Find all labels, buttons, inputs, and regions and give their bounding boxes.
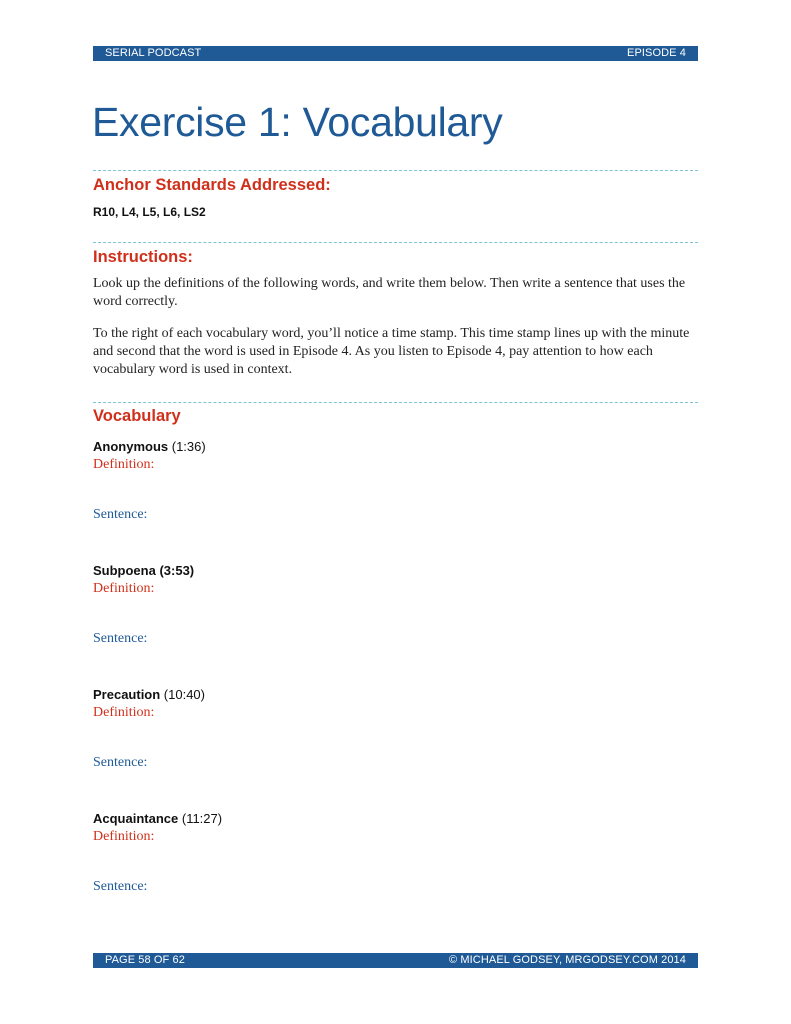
divider (93, 402, 698, 403)
vocab-timestamp: (1:36) (168, 439, 206, 454)
vocab-timestamp: (10:40) (160, 687, 205, 702)
divider (93, 170, 698, 171)
vocab-word-line (93, 438, 698, 456)
vocab-word: Anonymous (93, 439, 169, 454)
header-episode-label: EPISODE 4 (627, 47, 686, 59)
footer-bar (93, 953, 698, 968)
instructions-heading: Instructions: (93, 248, 193, 266)
vocab-word: Subpoena (3:53) (93, 563, 195, 578)
vocab-item (93, 810, 698, 895)
page-number: PAGE 58 OF 62 (105, 954, 185, 966)
vocab-word: Precaution (93, 687, 161, 702)
vocab-item (93, 686, 698, 771)
vocab-word-line (93, 686, 698, 704)
header-bar (93, 46, 698, 61)
sentence-label: Sentence: (93, 755, 148, 770)
instructions-paragraph: Look up the definitions of the following words, and write them below. Then write a sentence that uses the word correctly. (93, 276, 686, 309)
divider (93, 242, 698, 243)
vocab-word-line (93, 562, 698, 580)
definition-label: Definition: (93, 705, 155, 720)
page-title: Exercise 1: Vocabulary (92, 99, 503, 145)
anchor-standards-list: R10, L4, L5, L6, LS2 (93, 205, 206, 219)
sentence-label: Sentence: (93, 507, 148, 522)
vocab-timestamp: (11:27) (178, 811, 223, 826)
vocab-word: Acquaintance (93, 811, 179, 826)
header-series-label: SERIAL PODCAST (105, 47, 202, 59)
sentence-label: Sentence: (93, 631, 148, 646)
anchor-standards-heading: Anchor Standards Addressed: (93, 176, 331, 194)
copyright-notice: © MICHAEL GODSEY, MRGODSEY.COM 2014 (449, 954, 686, 966)
definition-label: Definition: (93, 829, 155, 844)
vocab-word-line (93, 810, 698, 828)
instructions-paragraph: To the right of each vocabulary word, you’ll notice a time stamp. This time stamp lines up with the minute and second that the word is used in Episode 4. As you listen to Episode 4, pay attention to how each vocabulary word is used in context. (93, 326, 690, 377)
vocab-item (93, 562, 698, 647)
vocabulary-heading: Vocabulary (93, 407, 181, 425)
definition-label: Definition: (93, 457, 155, 472)
sentence-label: Sentence: (93, 879, 148, 894)
vocab-item (93, 438, 698, 523)
definition-label: Definition: (93, 581, 155, 596)
